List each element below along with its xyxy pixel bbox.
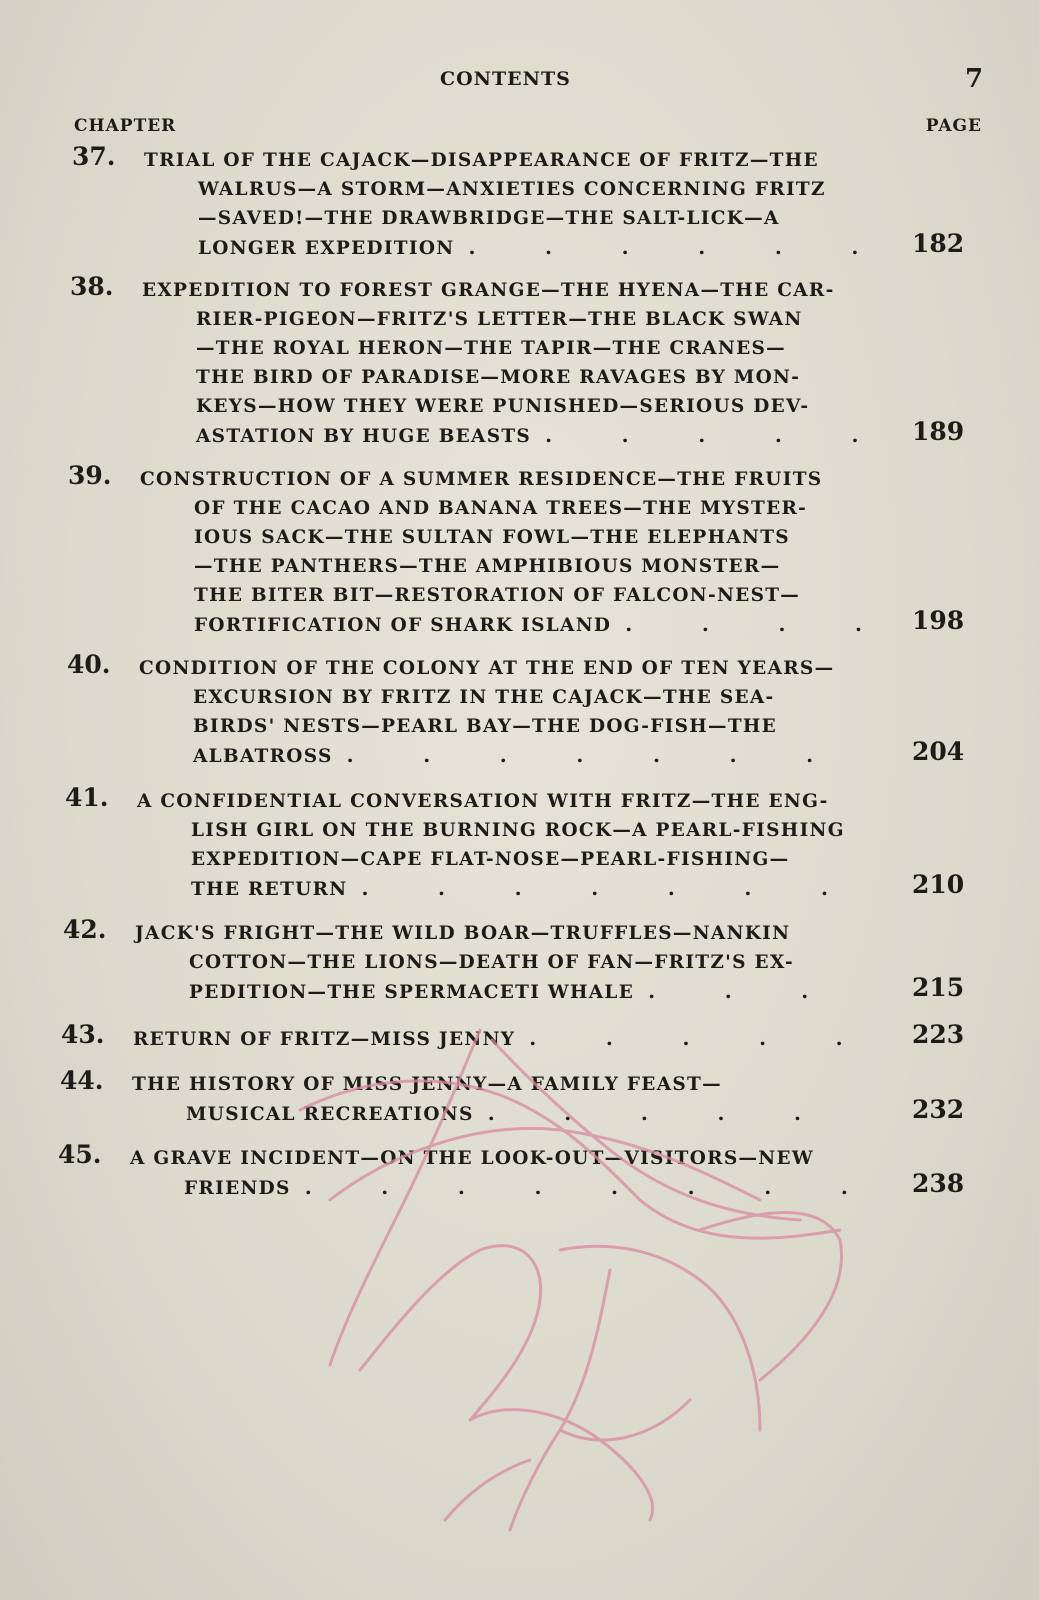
- chapter-summary: [137, 787, 864, 904]
- page-reference: 215: [912, 973, 965, 1002]
- chapter-summary-line: BIRDS' NESTS—PEARL BAY—THE DOG-FISH—THE: [193, 716, 778, 737]
- chapter-summary-line: THE HISTORY OF MISS JENNY—A FAMILY FEAST—: [132, 1074, 722, 1095]
- page-reference: 238: [912, 1169, 965, 1198]
- dot-leader: [454, 233, 864, 263]
- chapter-summary: [130, 1144, 864, 1203]
- chapter-summary: [140, 465, 864, 640]
- page-column-label: PAGE: [925, 116, 982, 136]
- page-reference: 182: [912, 229, 965, 258]
- chapter-summary-line: A GRAVE INCIDENT—ON THE LOOK-OUT—VISITORS—NEW: [130, 1148, 814, 1169]
- chapter-number: 40.: [67, 650, 111, 679]
- chapter-summary-line: THE RETURN: [191, 879, 348, 900]
- chapter-number: 38.: [70, 272, 114, 301]
- chapter-summary-line: EXPEDITION TO FOREST GRANGE—THE HYENA—THE CAR-: [142, 280, 835, 301]
- chapter-number: 44.: [60, 1066, 104, 1095]
- chapter-summary-line: RIER-PIGEON—FRITZ'S LETTER—THE BLACK SWAN: [196, 309, 803, 330]
- chapter-summary-line: EXPEDITION—CAPE FLAT-NOSE—PEARL-FISHING—: [191, 849, 790, 870]
- chapter-summary-line: ASTATION BY HUGE BEASTS: [196, 426, 532, 447]
- chapter-summary: [135, 919, 864, 1007]
- chapter-summary-line: CONDITION OF THE COLONY AT THE END OF TEN YEARS—: [139, 658, 835, 679]
- chapter-column-label: CHAPTER: [74, 116, 177, 136]
- page-reference: 232: [912, 1095, 965, 1124]
- chapter-summary-line: COTTON—THE LIONS—DEATH OF FAN—FRITZ'S EX-: [189, 952, 794, 973]
- page-reference: 210: [912, 870, 965, 899]
- chapter-summary-line: ALBATROSS: [193, 746, 333, 767]
- chapter-summary-line: MUSICAL RECREATIONS: [186, 1104, 474, 1125]
- chapter-number: 37.: [72, 142, 116, 171]
- dot-leader: [611, 610, 864, 640]
- chapter-summary-line: KEYS—HOW THEY WERE PUNISHED—SERIOUS DEV-: [196, 396, 810, 417]
- chapter-summary-line: JACK'S FRIGHT—THE WILD BOAR—TRUFFLES—NANKIN: [135, 923, 791, 944]
- chapter-summary-line: TRIAL OF THE CAJACK—DISAPPEARANCE OF FRITZ—THE: [144, 150, 819, 171]
- chapter-summary-line: —THE ROYAL HERON—THE TAPIR—THE CRANES—: [196, 338, 786, 359]
- page-number: 7: [965, 64, 984, 94]
- dot-leader: [333, 741, 864, 771]
- page-reference: 189: [912, 417, 965, 446]
- chapter-summary: [144, 146, 864, 263]
- chapter-summary: [133, 1024, 864, 1054]
- dot-leader: [474, 1099, 864, 1129]
- chapter-summary: [132, 1070, 864, 1129]
- chapter-summary-line: OF THE CACAO AND BANANA TREES—THE MYSTER-: [194, 498, 808, 519]
- chapter-summary-line: LONGER EXPEDITION: [198, 238, 455, 259]
- chapter-number: 43.: [61, 1020, 105, 1049]
- chapter-summary-line: WALRUS—A STORM—ANXIETIES CONCERNING FRITZ: [198, 179, 826, 200]
- chapter-summary: [139, 654, 864, 771]
- chapter-number: 41.: [65, 783, 109, 812]
- chapter-summary-line: IOUS SACK—THE SULTAN FOWL—THE ELEPHANTS: [194, 527, 790, 548]
- chapter-summary-line: RETURN OF FRITZ—MISS JENNY: [133, 1029, 516, 1050]
- chapter-number: 45.: [58, 1140, 102, 1169]
- page-header: [0, 64, 1039, 94]
- chapter-summary-line: THE BIRD OF PARADISE—MORE RAVAGES BY MON-: [196, 367, 801, 388]
- chapter-summary-line: —THE PANTHERS—THE AMPHIBIOUS MONSTER—: [194, 556, 781, 577]
- chapter-summary-line: CONSTRUCTION OF A SUMMER RESIDENCE—THE FRUITS: [140, 469, 823, 490]
- chapter-summary-line: FRIENDS: [184, 1178, 291, 1199]
- dot-leader: [347, 874, 864, 904]
- page-reference: 223: [912, 1020, 965, 1049]
- chapter-summary-line: THE BITER BIT—RESTORATION OF FALCON-NEST—: [194, 585, 801, 606]
- chapter-summary-line: A CONFIDENTIAL CONVERSATION WITH FRITZ—THE ENG-: [137, 791, 829, 812]
- dot-leader: [531, 421, 864, 451]
- chapter-summary-line: PEDITION—THE SPERMACETI WHALE: [189, 982, 635, 1003]
- chapter-summary-line: EXCURSION BY FRITZ IN THE CAJACK—THE SEA-: [193, 687, 775, 708]
- page-reference: 204: [912, 737, 965, 766]
- dot-leader: [515, 1024, 864, 1054]
- column-headers: [74, 116, 982, 140]
- dot-leader: [291, 1173, 864, 1203]
- page-reference: 198: [912, 606, 965, 635]
- chapter-summary-line: LISH GIRL ON THE BURNING ROCK—A PEARL-FISHING: [191, 820, 845, 841]
- chapter-summary-line: —SAVED!—THE DRAWBRIDGE—THE SALT-LICK—A: [198, 208, 780, 229]
- chapter-summary: [142, 276, 864, 451]
- chapter-number: 42.: [63, 915, 107, 944]
- chapter-summary-line: FORTIFICATION OF SHARK ISLAND: [194, 615, 612, 636]
- chapter-number: 39.: [68, 461, 112, 490]
- running-title: CONTENTS: [440, 68, 571, 90]
- dot-leader: [634, 977, 864, 1007]
